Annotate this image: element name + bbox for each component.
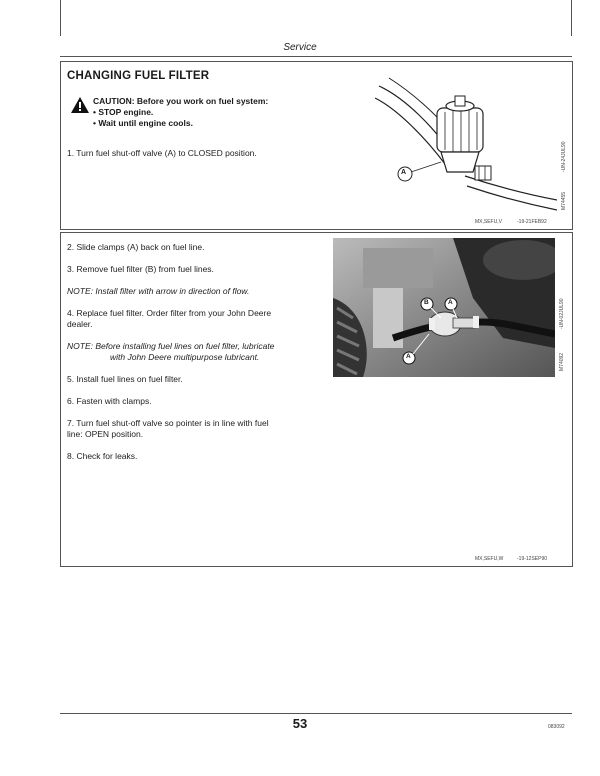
step-4-line-2: dealer. xyxy=(67,319,93,329)
header-rule xyxy=(60,56,572,57)
fuel-filter-photo xyxy=(333,238,555,377)
step-1: 1. Turn fuel shut-off valve (A) to CLOSED position. xyxy=(67,148,257,158)
callout-label-a: A xyxy=(401,169,407,176)
fuel-filter-photo-drawing xyxy=(333,238,555,377)
step-7-line-2: line: OPEN position. xyxy=(67,429,144,439)
section-replace-filter-steps xyxy=(60,232,573,567)
page-header: Service xyxy=(283,42,317,53)
warning-triangle-icon xyxy=(71,97,89,113)
photo-code-top: -UN-02JUL90 xyxy=(559,298,565,329)
footer-code-left: MX,SEFU,V xyxy=(475,219,502,225)
step-2: 2. Slide clamps (A) back on fuel line. xyxy=(67,242,205,252)
footer-code-right: -19-12SEP90 xyxy=(517,556,548,562)
footer-code-right: -19-21FEB92 xyxy=(517,219,547,225)
step-3: 3. Remove fuel filter (B) from fuel lines. xyxy=(67,264,214,274)
caution-line-2: • STOP engine. xyxy=(93,107,154,117)
page-code: 083092 xyxy=(548,724,565,730)
caution-line-1: CAUTION: Before you work on fuel system: xyxy=(93,96,269,106)
footer-code-left: MX,SEFU,W xyxy=(475,556,504,562)
figure-code-top: -UN-24JUL90 xyxy=(561,141,567,172)
step-4-line-1: 4. Replace fuel filter. Order filter from your John Deere xyxy=(67,308,272,318)
caution-line-3: • Wait until engine cools. xyxy=(93,118,193,128)
photo-code-bottom: M74092 xyxy=(559,352,565,371)
fuel-valve-illustration xyxy=(375,68,557,214)
note-2-line-1: NOTE: Before installing fuel lines on fuel filter, lubricate xyxy=(67,341,275,351)
step-6: 6. Fasten with clamps. xyxy=(67,396,152,406)
figure-code-bottom: M74455 xyxy=(561,191,567,210)
caution-block xyxy=(71,96,268,129)
photo-callout-a: A xyxy=(448,299,453,306)
section-title: CHANGING FUEL FILTER xyxy=(67,70,210,82)
photo-callout-a-lower: A xyxy=(406,353,411,360)
fuel-valve-drawing xyxy=(375,68,557,214)
note-1: NOTE: Install filter with arrow in direction of flow. xyxy=(67,286,250,296)
step-8: 8. Check for leaks. xyxy=(67,451,138,461)
note-2-line-2: with John Deere multipurpose lubricant. xyxy=(110,352,260,362)
page-number: 53 xyxy=(292,716,308,731)
step-7-line-1: 7. Turn fuel shut-off valve so pointer is in line with fuel xyxy=(67,418,269,428)
footer-rule xyxy=(60,713,572,714)
photo-callout-b: B xyxy=(424,299,429,306)
step-5: 5. Install fuel lines on fuel filter. xyxy=(67,374,183,384)
frame-left-line xyxy=(60,0,61,36)
section-changing-fuel-filter xyxy=(60,61,573,230)
frame-right-line xyxy=(571,0,572,36)
